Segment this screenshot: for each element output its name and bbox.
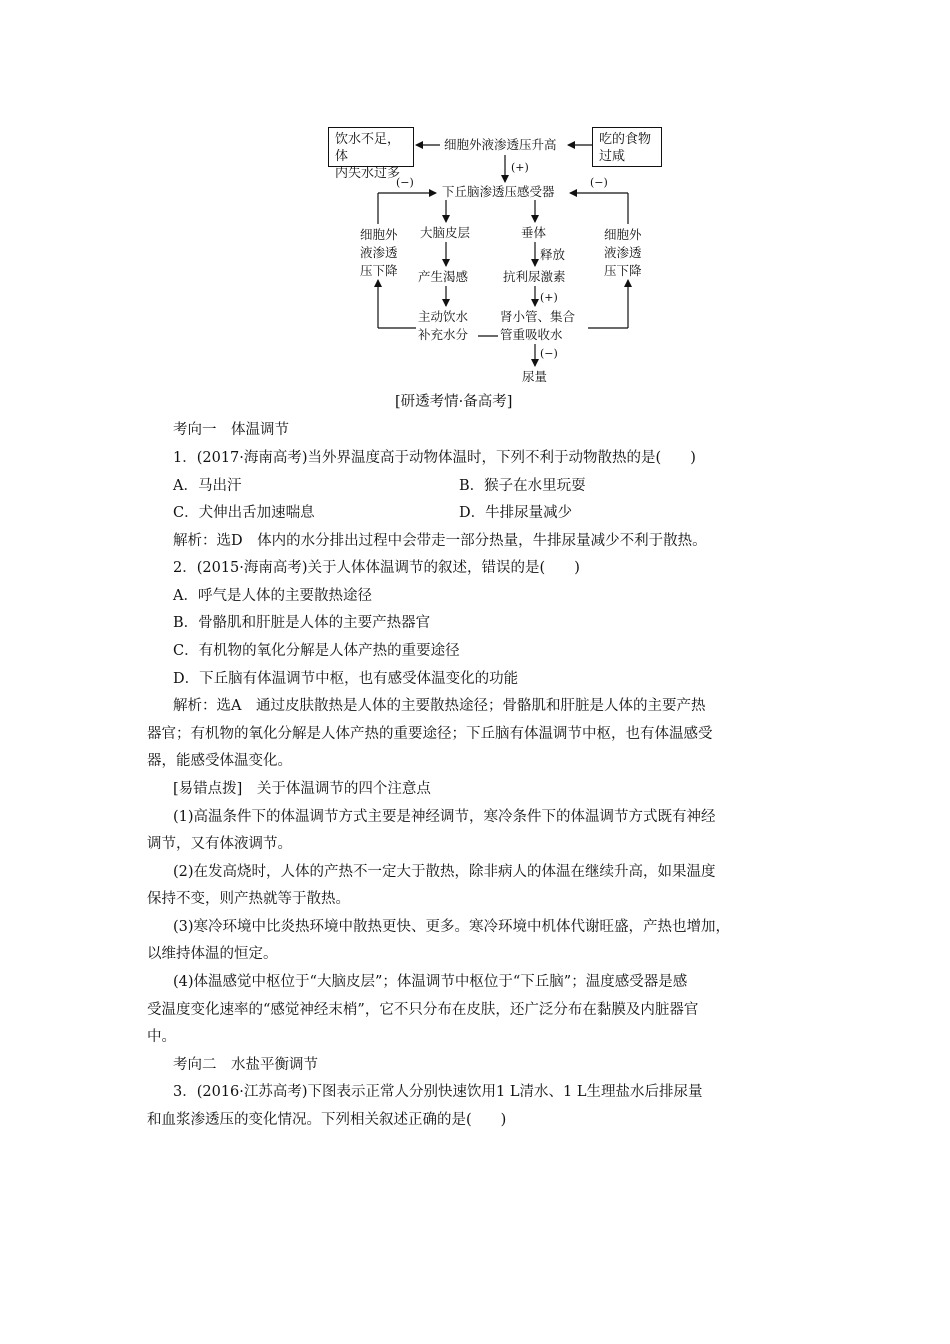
box-salty-food-line2: 过咸 (599, 149, 626, 164)
q2-analysis-line3: 器，能感受体温变化。 (147, 753, 292, 769)
left-side-line2: 液渗透 (360, 245, 398, 260)
q1-option-c: C．犬伸出舌加速喘息 (173, 505, 315, 521)
q3-stem-line2: 和血浆渗透压的变化情况。下列相关叙述正确的是( ) (147, 1112, 507, 1128)
node-thirst: 产生渴感 (418, 269, 469, 284)
node-receptor: 下丘脑渗透压感受器 (442, 184, 555, 199)
kidney-line1: 肾小管、集合 (500, 309, 576, 324)
tip-2-line1: (2)在发高烧时，人体的产热不一定大于散热，除非病人的体温在继续升高，如果温度 (173, 864, 716, 880)
tip-1-line1: (1)高温条件下的体温调节方式主要是神经调节，寒冷条件下的体温调节方式既有神经 (173, 809, 716, 825)
kidney-line2: 管重吸收水 (500, 327, 563, 342)
tip-1-line2: 调节，又有体液调节。 (147, 836, 292, 852)
q2-option-c: C．有机物的氧化分解是人体产热的重要途径 (173, 643, 460, 659)
box-salty-food (592, 127, 662, 167)
node-kidney (500, 308, 575, 344)
tip-2-line2: 保持不变，则产热就等于散热。 (147, 891, 350, 907)
right-side-line2: 液渗透 (604, 245, 642, 260)
q2-option-a: A．呼气是人体的主要散热途径 (173, 588, 372, 604)
box-water-shortage-line1: 饮水不足，体 (335, 132, 401, 164)
q2-analysis-line2: 器官；有机物的氧化分解是人体产热的重要途径；下丘脑有体温调节中枢，也有体温感受 (147, 726, 713, 742)
tip-4-line1: (4)体温感觉中枢位于“大脑皮层”；体温调节中枢位于“下丘脑”；温度感受器是感 (173, 974, 688, 990)
left-side-line3: 压下降 (360, 263, 398, 278)
node-cortex: 大脑皮层 (420, 225, 471, 240)
section-title: [研透考情·备高考] (395, 394, 513, 410)
node-urine: 尿量 (522, 369, 548, 384)
tip-4-line2: 受温度变化速率的“感觉神经末梢”，它不只分布在皮肤，还广泛分布在黏膜及内脏器官 (147, 1002, 699, 1018)
tip-3-line1: (3)寒冷环境中比炎热环境中散热更快、更多。寒冷环境中机体代谢旺盛，产热也增加， (173, 919, 731, 935)
box-water-shortage (328, 127, 414, 181)
right-side-line1: 细胞外 (604, 227, 642, 242)
direction-2-heading: 考向二 水盐平衡调节 (173, 1057, 318, 1073)
node-osmotic-drop-right (604, 226, 642, 280)
water-balance-diagram (0, 0, 950, 420)
q1-option-b: B．猴子在水里玩耍 (459, 478, 586, 494)
q1-stem: 1．(2017·海南高考)当外界温度高于动物体温时，下列不利于动物散热的是( ) (173, 450, 696, 466)
node-pituitary: 垂体 (521, 225, 547, 240)
sign-plus-2: (+) (540, 291, 558, 304)
right-side-line3: 压下降 (604, 263, 642, 278)
q2-option-d: D．下丘脑有体温调节中枢，也有感受体温变化的功能 (173, 671, 519, 687)
diagram-lines (0, 0, 950, 420)
sign-minus-right: (−) (590, 176, 608, 189)
direction-1-heading: 考向一 体温调节 (173, 422, 289, 438)
drink-line1: 主动饮水 (418, 309, 469, 324)
sign-minus-left: (−) (396, 176, 414, 189)
node-adh: 抗利尿激素 (503, 269, 566, 284)
left-side-line1: 细胞外 (360, 227, 398, 242)
q1-option-a: A．马出汗 (173, 478, 242, 494)
node-osmotic-drop-left (360, 226, 398, 280)
tip-3-line2: 以维持体温的恒定。 (147, 946, 278, 962)
box-water-shortage-line2: 内失水过多 (335, 166, 401, 181)
tip-4-line3: 中。 (147, 1029, 176, 1045)
q2-analysis-line1: 解析：选A 通过皮肤散热是人体的主要散热途径；骨骼肌和肝脏是人体的主要产热 (173, 698, 706, 714)
q2-stem: 2．(2015·海南高考)关于人体体温调节的叙述，错误的是( ) (173, 560, 580, 576)
tips-title: [易错点拨] 关于体温调节的四个注意点 (173, 781, 431, 797)
q1-option-d: D．牛排尿量减少 (459, 505, 573, 521)
label-release: 释放 (540, 247, 566, 262)
node-drink (418, 308, 468, 344)
q3-stem-line1: 3．(2016·江苏高考)下图表示正常人分别快速饮用1 L清水、1 L生理盐水后排尿量 (173, 1084, 703, 1100)
sign-minus-bottom: (−) (540, 347, 558, 360)
box-salty-food-line1: 吃的食物 (599, 132, 652, 147)
drink-line2: 补充水分 (418, 327, 469, 342)
q2-option-b: B．骨骼肌和肝脏是人体的主要产热器官 (173, 615, 431, 631)
node-osmotic-rise: 细胞外液渗透压升高 (444, 137, 557, 152)
sign-plus-1: (+) (511, 161, 529, 174)
q1-analysis: 解析：选D 体内的水分排出过程中会带走一部分热量，牛排尿量减少不利于散热。 (173, 533, 707, 549)
